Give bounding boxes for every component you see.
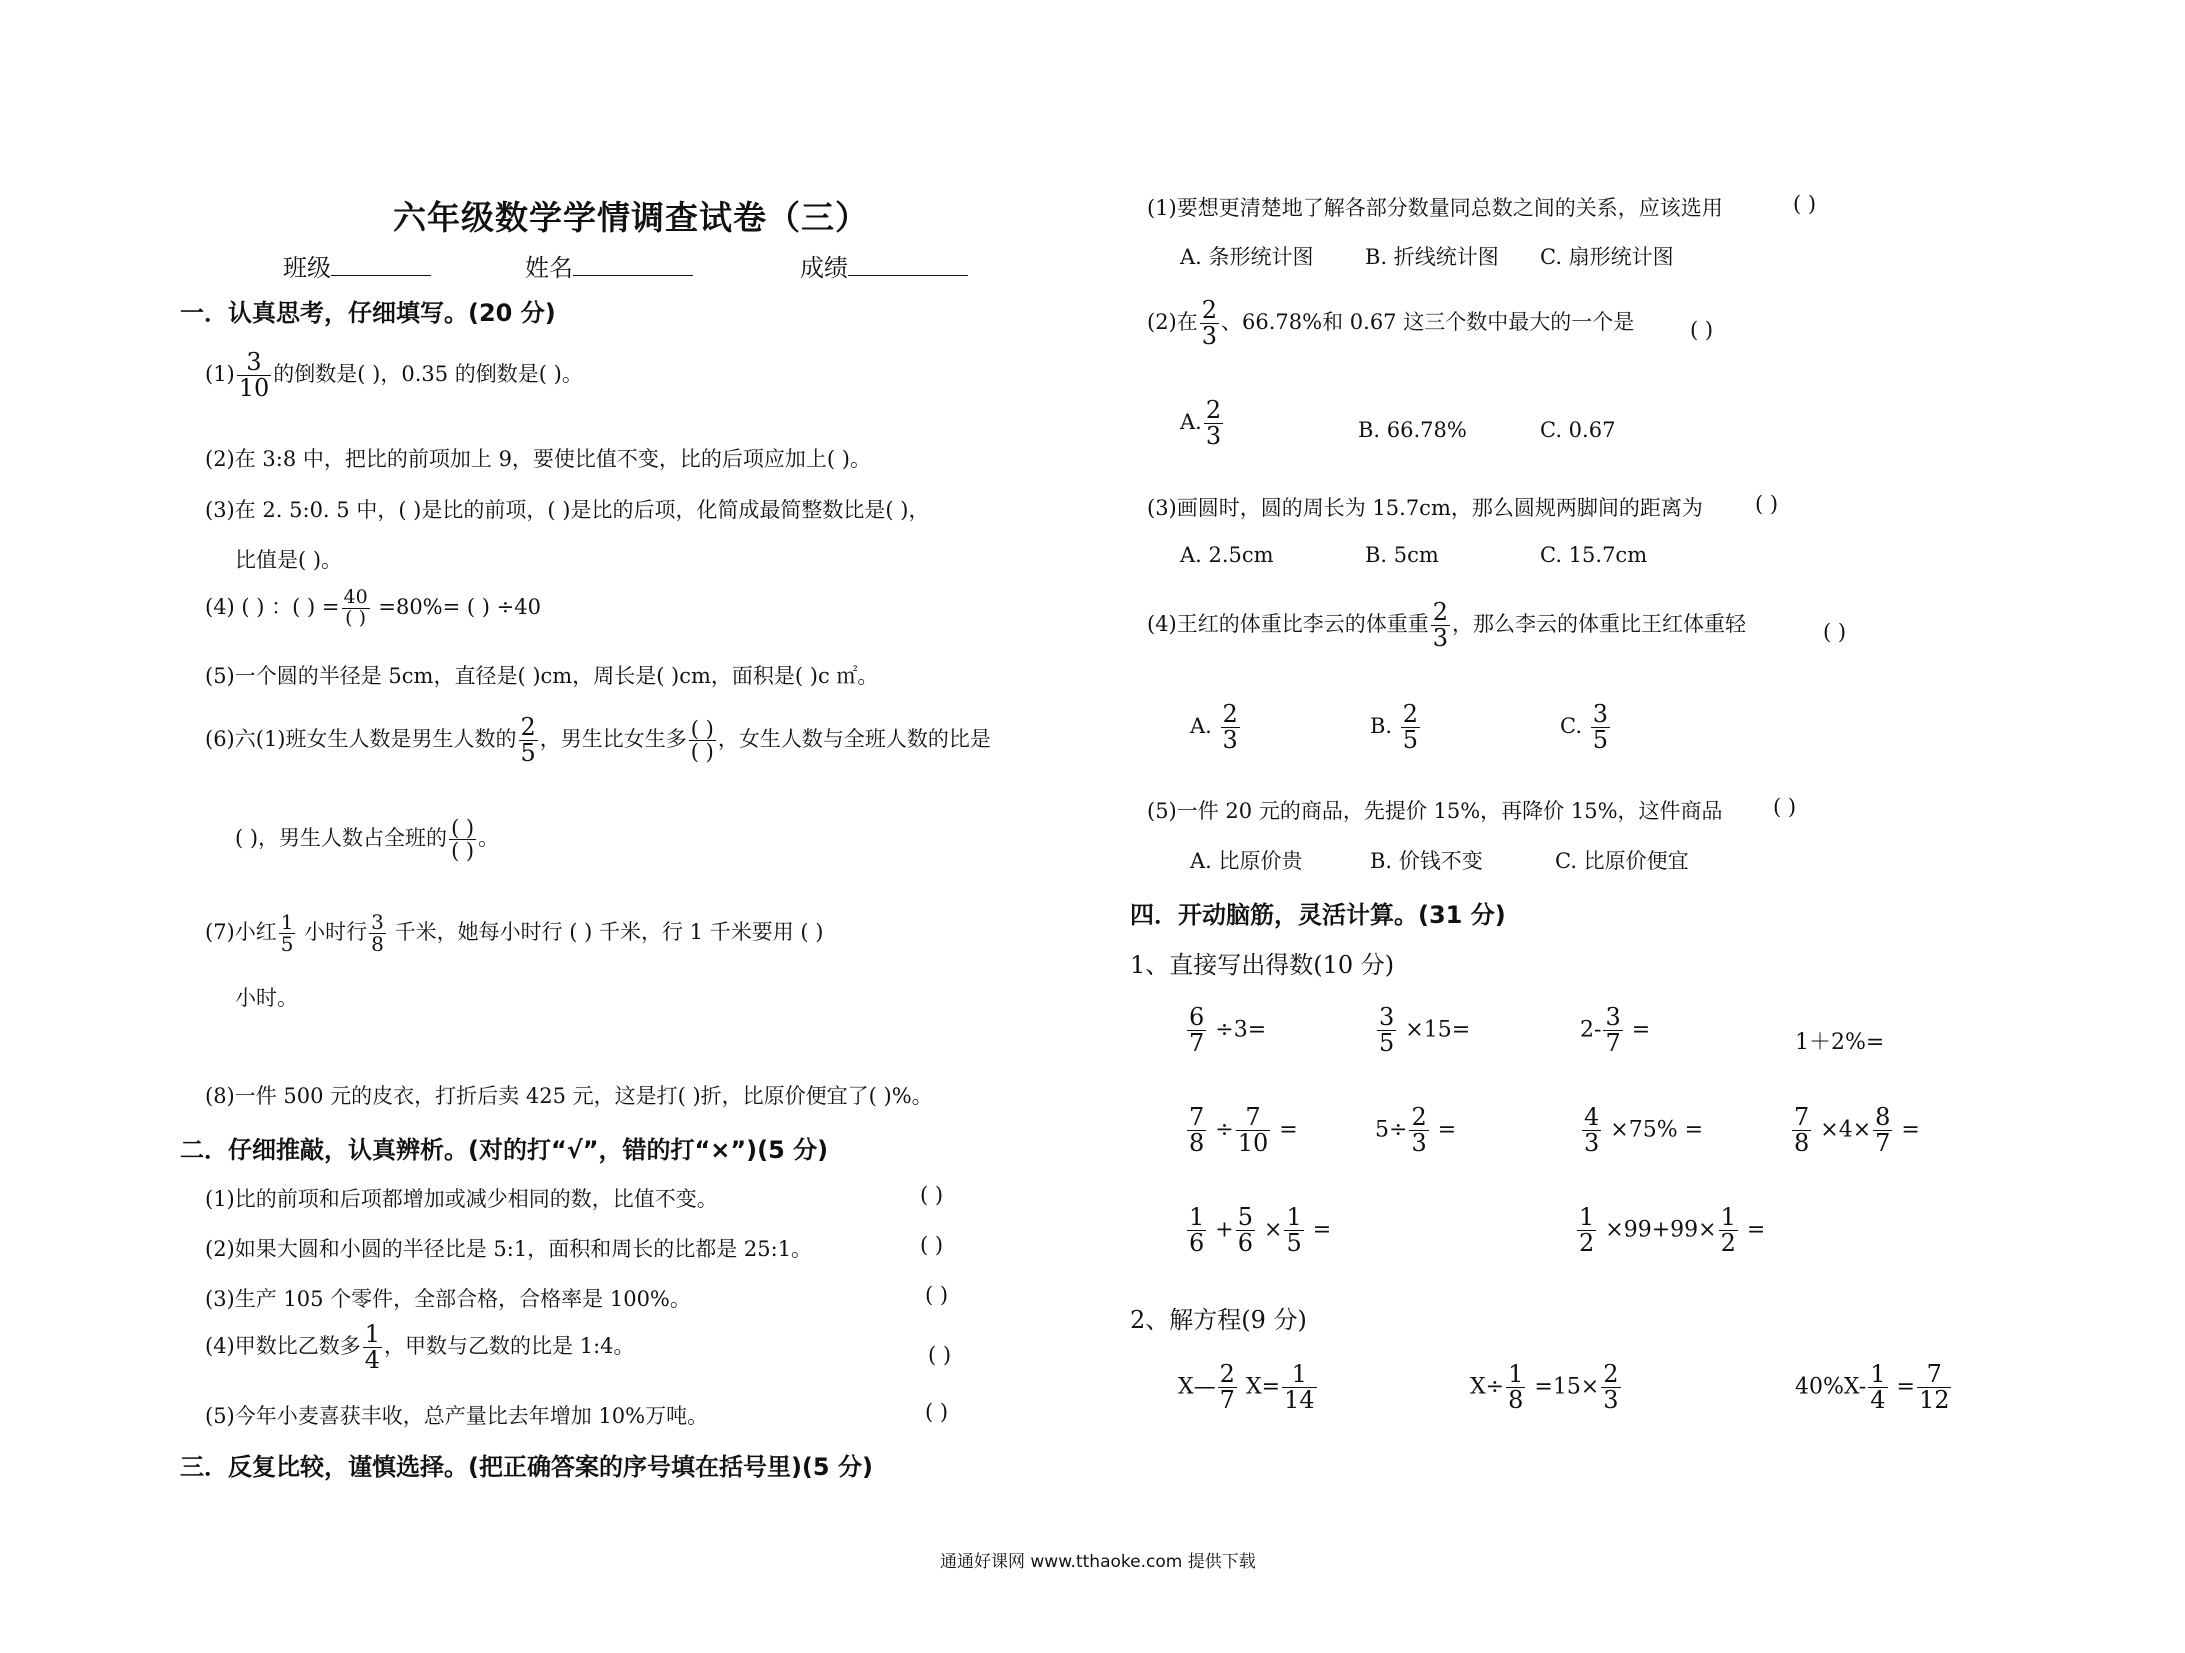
calc-10: $\frac{1}{2}$ ×99+99× $\frac{1}{2}$ = <box>1579 1203 1766 1258</box>
s2-item-4-paren: ( ) <box>928 1343 952 1367</box>
s2-item-1-paren: ( ) <box>920 1183 944 1207</box>
s3-question-5: (5)一件 20 元的商品，先提价 15%，再降价 15%，这件商品 <box>1147 799 1723 823</box>
s3-q1-option-c: C. 扇形统计图 <box>1540 245 1674 269</box>
fraction: $\frac{1}{4}$ <box>1870 1360 1886 1415</box>
fraction: $\frac{3}{8}$ <box>371 910 384 956</box>
section-4-sub-2: 2、解方程(9 分) <box>1130 1306 1307 1334</box>
fraction: $\frac{2}{3}$ <box>1222 700 1238 755</box>
fraction: $\frac{1}{8}$ <box>1508 1360 1524 1415</box>
fraction: $\frac{1}{5}$ <box>1286 1203 1302 1258</box>
fraction: $\frac{6}{7}$ <box>1189 1003 1205 1058</box>
s3-q3-option-b: B. 5cm <box>1365 543 1439 567</box>
calc-4: 1＋2%= <box>1795 1030 1885 1055</box>
s3-question-1-paren: ( ) <box>1793 192 1817 216</box>
s1-question-7b: 小时。 <box>235 986 298 1010</box>
s3-question-4: (4)王红的体重比李云的体重重 $\frac{2}{3}$ ，那么李云的体重比王红体重轻 <box>1147 598 1747 653</box>
section-3-heading: 三．反复比较，谨慎选择。(把正确答案的序号填在括号里)(5 分) <box>180 1453 873 1481</box>
fraction: $\frac{4}{3}$ <box>1584 1103 1600 1158</box>
fraction: $\frac{2}{7}$ <box>1219 1360 1235 1415</box>
calc-2: $\frac{3}{5}$ ×15= <box>1379 1003 1471 1058</box>
fraction: $\frac{3}{7}$ <box>1605 1003 1621 1058</box>
s3-q2-option-c: C. 0.67 <box>1540 418 1616 442</box>
s1-question-6b: ( )，男生人数占全班的 $\frac{( )}{( )}$ 。 <box>235 816 500 864</box>
fraction: $\frac{1}{6}$ <box>1189 1203 1205 1258</box>
fraction: $\frac{7}{8}$ <box>1794 1103 1810 1158</box>
fraction: $\frac{2}{3}$ <box>1432 598 1449 653</box>
s2-item-1: (1)比的前项和后项都增加或减少相同的数，比值不变。 <box>205 1187 718 1211</box>
s1-question-7a: (7)小红 $\frac{1}{5}$ 小时行 $\frac{3}{8}$ 千米，她每小时行 ( ) 千米，行 1 千米要用 ( ) <box>205 910 824 956</box>
fraction: $\frac{1}{2}$ <box>1720 1203 1736 1258</box>
s2-item-3: (3)生产 105 个零件，全部合格，合格率是 100%。 <box>205 1287 691 1311</box>
calc-6: 5÷ $\frac{2}{3}$ = <box>1375 1103 1457 1158</box>
s2-item-4: (4)甲数比乙数多 $\frac{1}{4}$ ，甲数与乙数的比是 1:4。 <box>205 1320 635 1375</box>
fraction: $\frac{2}{3}$ <box>1201 296 1218 351</box>
footer-credit: 通通好课网 www.tthaoke.com 提供下载 <box>940 1552 1256 1572</box>
calc-1: $\frac{6}{7}$ ÷3= <box>1189 1003 1267 1058</box>
fraction: $\frac{1}{14}$ <box>1284 1360 1315 1415</box>
fraction: $\frac{2}{3}$ <box>1205 396 1222 451</box>
section-2-heading: 二．仔细推敲，认真辨析。(对的打“√”，错的打“×”)(5 分) <box>180 1136 829 1164</box>
s3-q1-option-a: A. 条形统计图 <box>1180 245 1314 269</box>
fraction: $\frac{40}{( )}$ <box>343 586 368 629</box>
s1-question-4: (4) ( ) ：( ) = $\frac{40}{( )}$ =80%= ( ) ÷40 <box>205 586 541 629</box>
s3-question-3-paren: ( ) <box>1755 492 1779 516</box>
fraction-blank: $\frac{( )}{( )}$ <box>690 717 714 765</box>
s3-q4-option-a: A. $\frac{2}{3}$ <box>1190 700 1238 755</box>
calc-8: $\frac{7}{8}$ ×4× $\frac{8}{7}$ = <box>1794 1103 1920 1158</box>
fraction: $\frac{1}{4}$ <box>364 1320 381 1375</box>
page-title: 六年级数学学情调查试卷（三） <box>393 198 869 237</box>
s3-q1-option-b: B. 折线统计图 <box>1365 245 1499 269</box>
section-4-sub-1: 1、直接写出得数(10 分) <box>1130 951 1395 979</box>
calc-5: $\frac{7}{8}$ ÷ $\frac{7}{10}$ = <box>1189 1103 1298 1158</box>
equation-3: 40%X- $\frac{1}{4}$ = $\frac{7}{12}$ <box>1795 1360 1950 1415</box>
fraction: $\frac{2}{3}$ <box>1603 1360 1619 1415</box>
fraction: $\frac{1}{5}$ <box>280 910 294 956</box>
s1-question-3a: (3)在 2. 5:0. 5 中，( )是比的前项，( )是比的后项，化简成最简整数比是( )， <box>205 498 930 522</box>
s3-q3-option-c: C. 15.7cm <box>1540 543 1648 567</box>
calc-9: $\frac{1}{6}$ + $\frac{5}{6}$ × $\frac{1}{5}$ = <box>1189 1203 1332 1258</box>
section-1-heading: 一．认真思考，仔细填写。(20 分) <box>180 299 556 327</box>
fraction: $\frac{2}{5}$ <box>520 713 536 768</box>
s1-question-5: (5)一个圆的半径是 5cm，直径是( )cm，周长是( )cm，面积是( )c ㎡。 <box>205 664 879 688</box>
fraction: $\frac{2}{3}$ <box>1411 1103 1427 1158</box>
s1-question-6a: (6)六(1)班女生人数是男生人数的 $\frac{2}{5}$ ，男生比女生多 $\frac{( )}{( )}$ ，女生人数与全班人数的比是 <box>205 713 991 768</box>
equation-1: X— $\frac{2}{7}$ X= $\frac{1}{14}$ <box>1178 1360 1315 1415</box>
fraction: $\frac{7}{10}$ <box>1237 1103 1269 1158</box>
s3-question-2: (2)在 $\frac{2}{3}$ 、66.78%和 0.67 这三个数中最大的一个是 <box>1147 296 1635 351</box>
fraction: $\frac{7}{8}$ <box>1189 1103 1205 1158</box>
fraction: $\frac{8}{7}$ <box>1875 1103 1891 1158</box>
s1-question-1: (1) $\frac{3}{10}$ 的倒数是( )，0.35 的倒数是( )。 <box>205 348 583 403</box>
s3-question-1: (1)要想更清楚地了解各部分数量同总数之间的关系，应该选用 <box>1147 196 1723 220</box>
class-label: 班级 <box>283 254 331 282</box>
fraction: $\frac{3}{5}$ <box>1592 700 1608 755</box>
s1-question-2: (2)在 3:8 中，把比的前项加上 9，要使比值不变，比的后项应加上( )。 <box>205 447 871 471</box>
fraction: $\frac{3}{5}$ <box>1379 1003 1395 1058</box>
calc-3: 2- $\frac{3}{7}$ = <box>1580 1003 1651 1058</box>
s3-question-5-paren: ( ) <box>1773 795 1797 819</box>
fraction: $\frac{2}{5}$ <box>1402 700 1419 755</box>
s1-question-3b: 比值是( )。 <box>235 548 343 572</box>
s3-question-3: (3)画圆时，圆的周长为 15.7cm，那么圆规两脚间的距离为 <box>1147 496 1703 520</box>
s2-item-3-paren: ( ) <box>925 1283 949 1307</box>
fraction-blank: $\frac{( )}{( )}$ <box>451 816 475 864</box>
fraction: $\frac{3}{10}$ <box>238 348 270 403</box>
name-field <box>525 248 693 283</box>
s2-item-2-paren: ( ) <box>920 1233 944 1257</box>
s3-q5-option-c: C. 比原价便宜 <box>1555 849 1689 873</box>
s3-q5-option-b: B. 价钱不变 <box>1370 849 1483 873</box>
fraction: $\frac{5}{6}$ <box>1237 1203 1253 1258</box>
equation-2: X÷ $\frac{1}{8}$ =15× $\frac{2}{3}$ <box>1470 1360 1619 1415</box>
s3-q2-option-b: B. 66.78% <box>1358 418 1467 442</box>
fraction: $\frac{7}{12}$ <box>1918 1360 1950 1415</box>
s3-q2-option-a: A. $\frac{2}{3}$ <box>1180 396 1222 451</box>
s2-item-5: (5)今年小麦喜获丰收，总产量比去年增加 10%万吨。 <box>205 1404 709 1428</box>
class-field <box>283 248 431 283</box>
s2-item-5-paren: ( ) <box>925 1400 949 1424</box>
calc-7: $\frac{4}{3}$ ×75% = <box>1584 1103 1704 1158</box>
s3-question-2-paren: ( ) <box>1690 318 1714 342</box>
s1-question-8: (8)一件 500 元的皮衣，打折后卖 425 元，这是打( )折，比原价便宜了( )%。 <box>205 1084 933 1108</box>
s3-q4-option-c: C. $\frac{3}{5}$ <box>1560 700 1608 755</box>
name-label: 姓名 <box>525 254 573 282</box>
score-field <box>800 248 968 283</box>
fraction: $\frac{1}{2}$ <box>1579 1203 1595 1258</box>
s3-q5-option-a: A. 比原价贵 <box>1190 849 1303 873</box>
score-label: 成绩 <box>800 254 848 282</box>
section-4-heading: 四．开动脑筋，灵活计算。(31 分) <box>1130 901 1506 929</box>
s3-q4-option-b: B. $\frac{2}{5}$ <box>1370 700 1419 755</box>
s3-question-4-paren: ( ) <box>1823 620 1847 644</box>
s2-item-2: (2)如果大圆和小圆的半径比是 5:1，面积和周长的比都是 25:1。 <box>205 1237 813 1261</box>
s3-q3-option-a: A. 2.5cm <box>1180 543 1274 567</box>
